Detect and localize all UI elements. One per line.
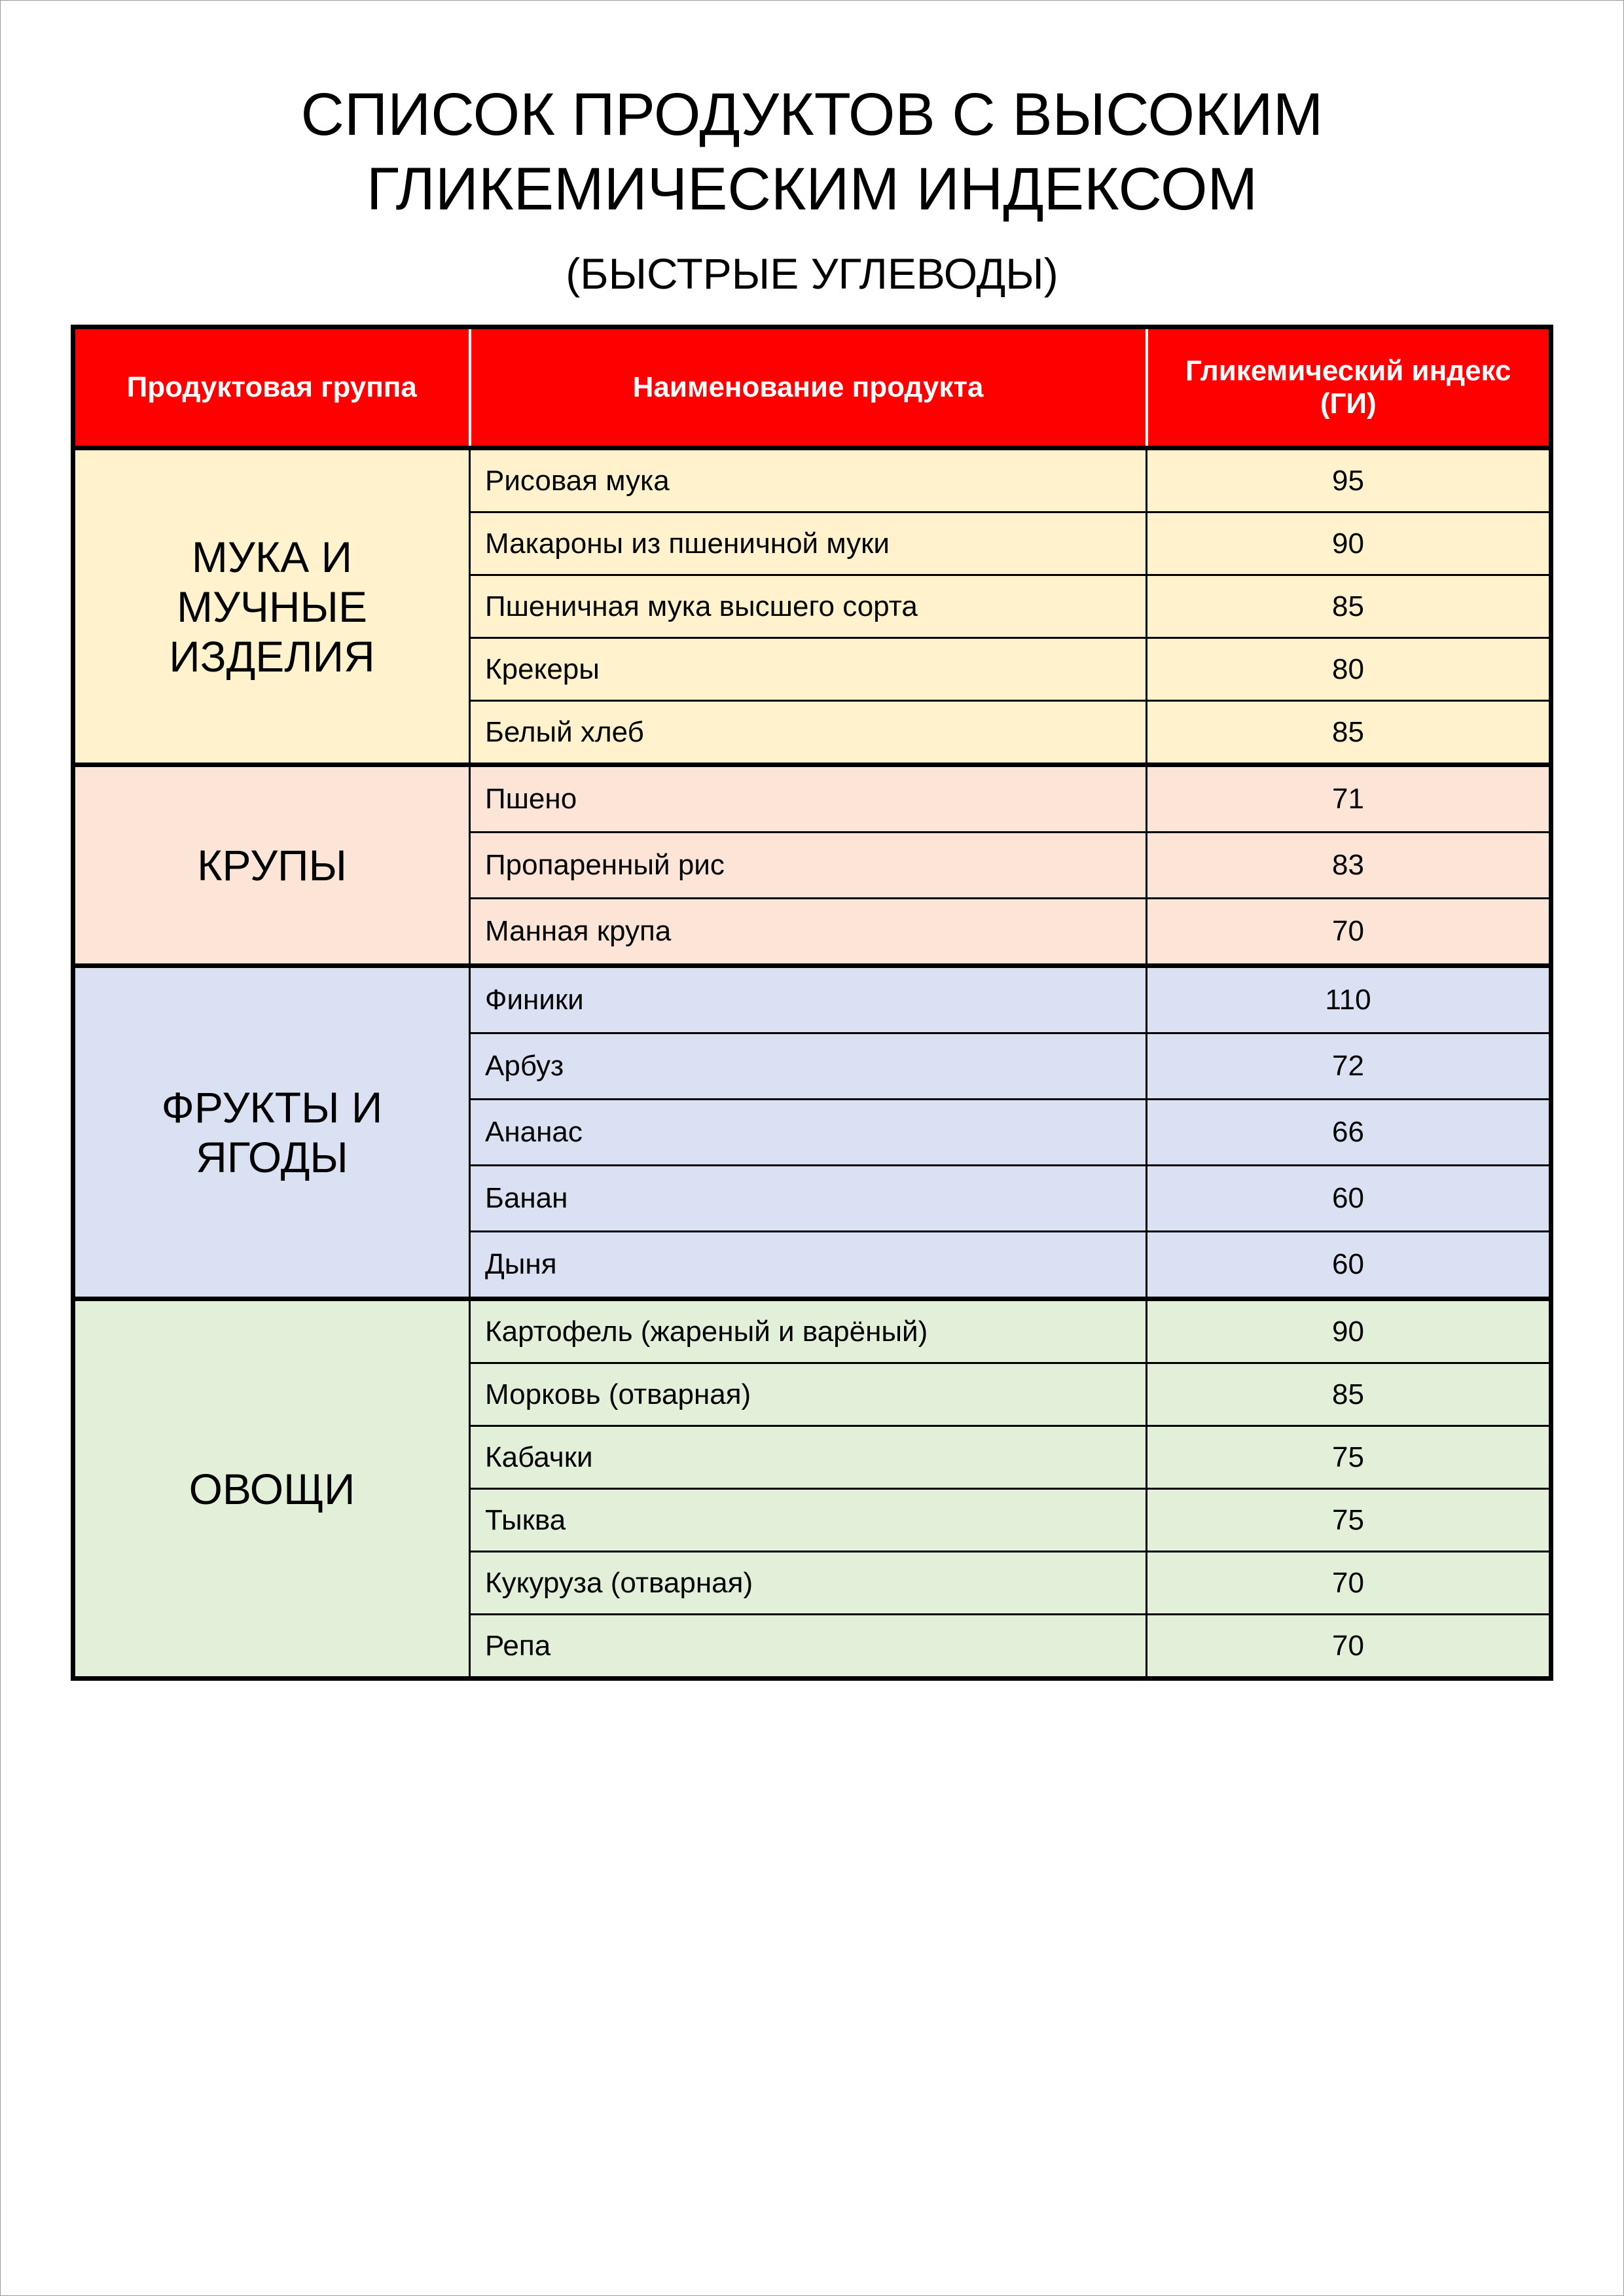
title-line-2: ГЛИКЕМИЧЕСКИМ ИНДЕКСОМ [366,156,1258,223]
product-gi: 72 [1147,1033,1551,1100]
group-label-line: МУКА И [191,532,353,581]
group-cell-flour [73,448,470,765]
group-label-line: ИЗДЕЛИЯ [169,632,375,681]
group-label-line: КРУПЫ [197,841,347,889]
group-label-line: МУЧНЫЕ [176,582,367,631]
product-name: Кабачки [470,1426,1147,1489]
header-product-group: Продуктовая группа [73,327,470,448]
product-name: Дыня [470,1232,1147,1299]
product-name: Финики [470,966,1147,1033]
product-name: Картофель (жареный и варёный) [470,1299,1147,1363]
product-gi: 80 [1147,638,1551,701]
header-glycemic-index [1147,327,1551,448]
product-gi: 70 [1147,1552,1551,1615]
page-subtitle: (БЫСТРЫЕ УГЛЕВОДЫ) [566,249,1058,298]
product-name: Тыква [470,1489,1147,1552]
product-gi: 85 [1147,1363,1551,1426]
product-gi: 75 [1147,1489,1551,1552]
product-name: Манная крупа [470,899,1147,966]
product-name: Репа [470,1615,1147,1679]
header-gi-line-2: (ГИ) [1320,387,1377,420]
product-gi: 85 [1147,575,1551,638]
product-gi: 90 [1147,512,1551,575]
glycemic-index-table [71,325,1553,1681]
product-gi: 60 [1147,1166,1551,1232]
page-title [0,77,1624,226]
table-row [73,966,1551,1033]
product-name: Рисовая мука [470,448,1147,512]
group-label-line: ОВОЩИ [189,1464,355,1513]
group-cell-fruits [73,966,470,1299]
product-gi: 85 [1147,701,1551,765]
table-row [73,1299,1551,1363]
product-gi: 90 [1147,1299,1551,1363]
title-line-1: СПИСОК ПРОДУКТОВ С ВЫСОКИМ [300,81,1324,148]
product-name: Ананас [470,1100,1147,1166]
product-name: Макароны из пшеничной муки [470,512,1147,575]
header-product-name: Наименование продукта [470,327,1147,448]
product-gi: 110 [1147,966,1551,1033]
product-gi: 70 [1147,1615,1551,1679]
group-cell-vegetables [73,1299,470,1679]
header-gi-line-1: Гликемический индекс [1185,355,1511,387]
product-name: Белый хлеб [470,701,1147,765]
product-gi: 70 [1147,899,1551,966]
product-name: Морковь (отварная) [470,1363,1147,1426]
product-name: Пшено [470,765,1147,833]
product-gi: 60 [1147,1232,1551,1299]
product-gi: 66 [1147,1100,1551,1166]
product-name: Банан [470,1166,1147,1232]
product-name: Кукуруза (отварная) [470,1552,1147,1615]
group-label-line: ФРУКТЫ И [161,1083,383,1132]
product-name: Пропаренный рис [470,833,1147,899]
product-gi: 83 [1147,833,1551,899]
table-row [73,448,1551,512]
group-cell-cereals [73,765,470,966]
product-gi: 75 [1147,1426,1551,1489]
product-name: Пшеничная мука высшего сорта [470,575,1147,638]
group-label-line: ЯГОДЫ [196,1133,348,1181]
product-gi: 71 [1147,765,1551,833]
table-header-row [73,327,1551,448]
table-row [73,765,1551,833]
product-name: Арбуз [470,1033,1147,1100]
product-gi: 95 [1147,448,1551,512]
product-name: Крекеры [470,638,1147,701]
